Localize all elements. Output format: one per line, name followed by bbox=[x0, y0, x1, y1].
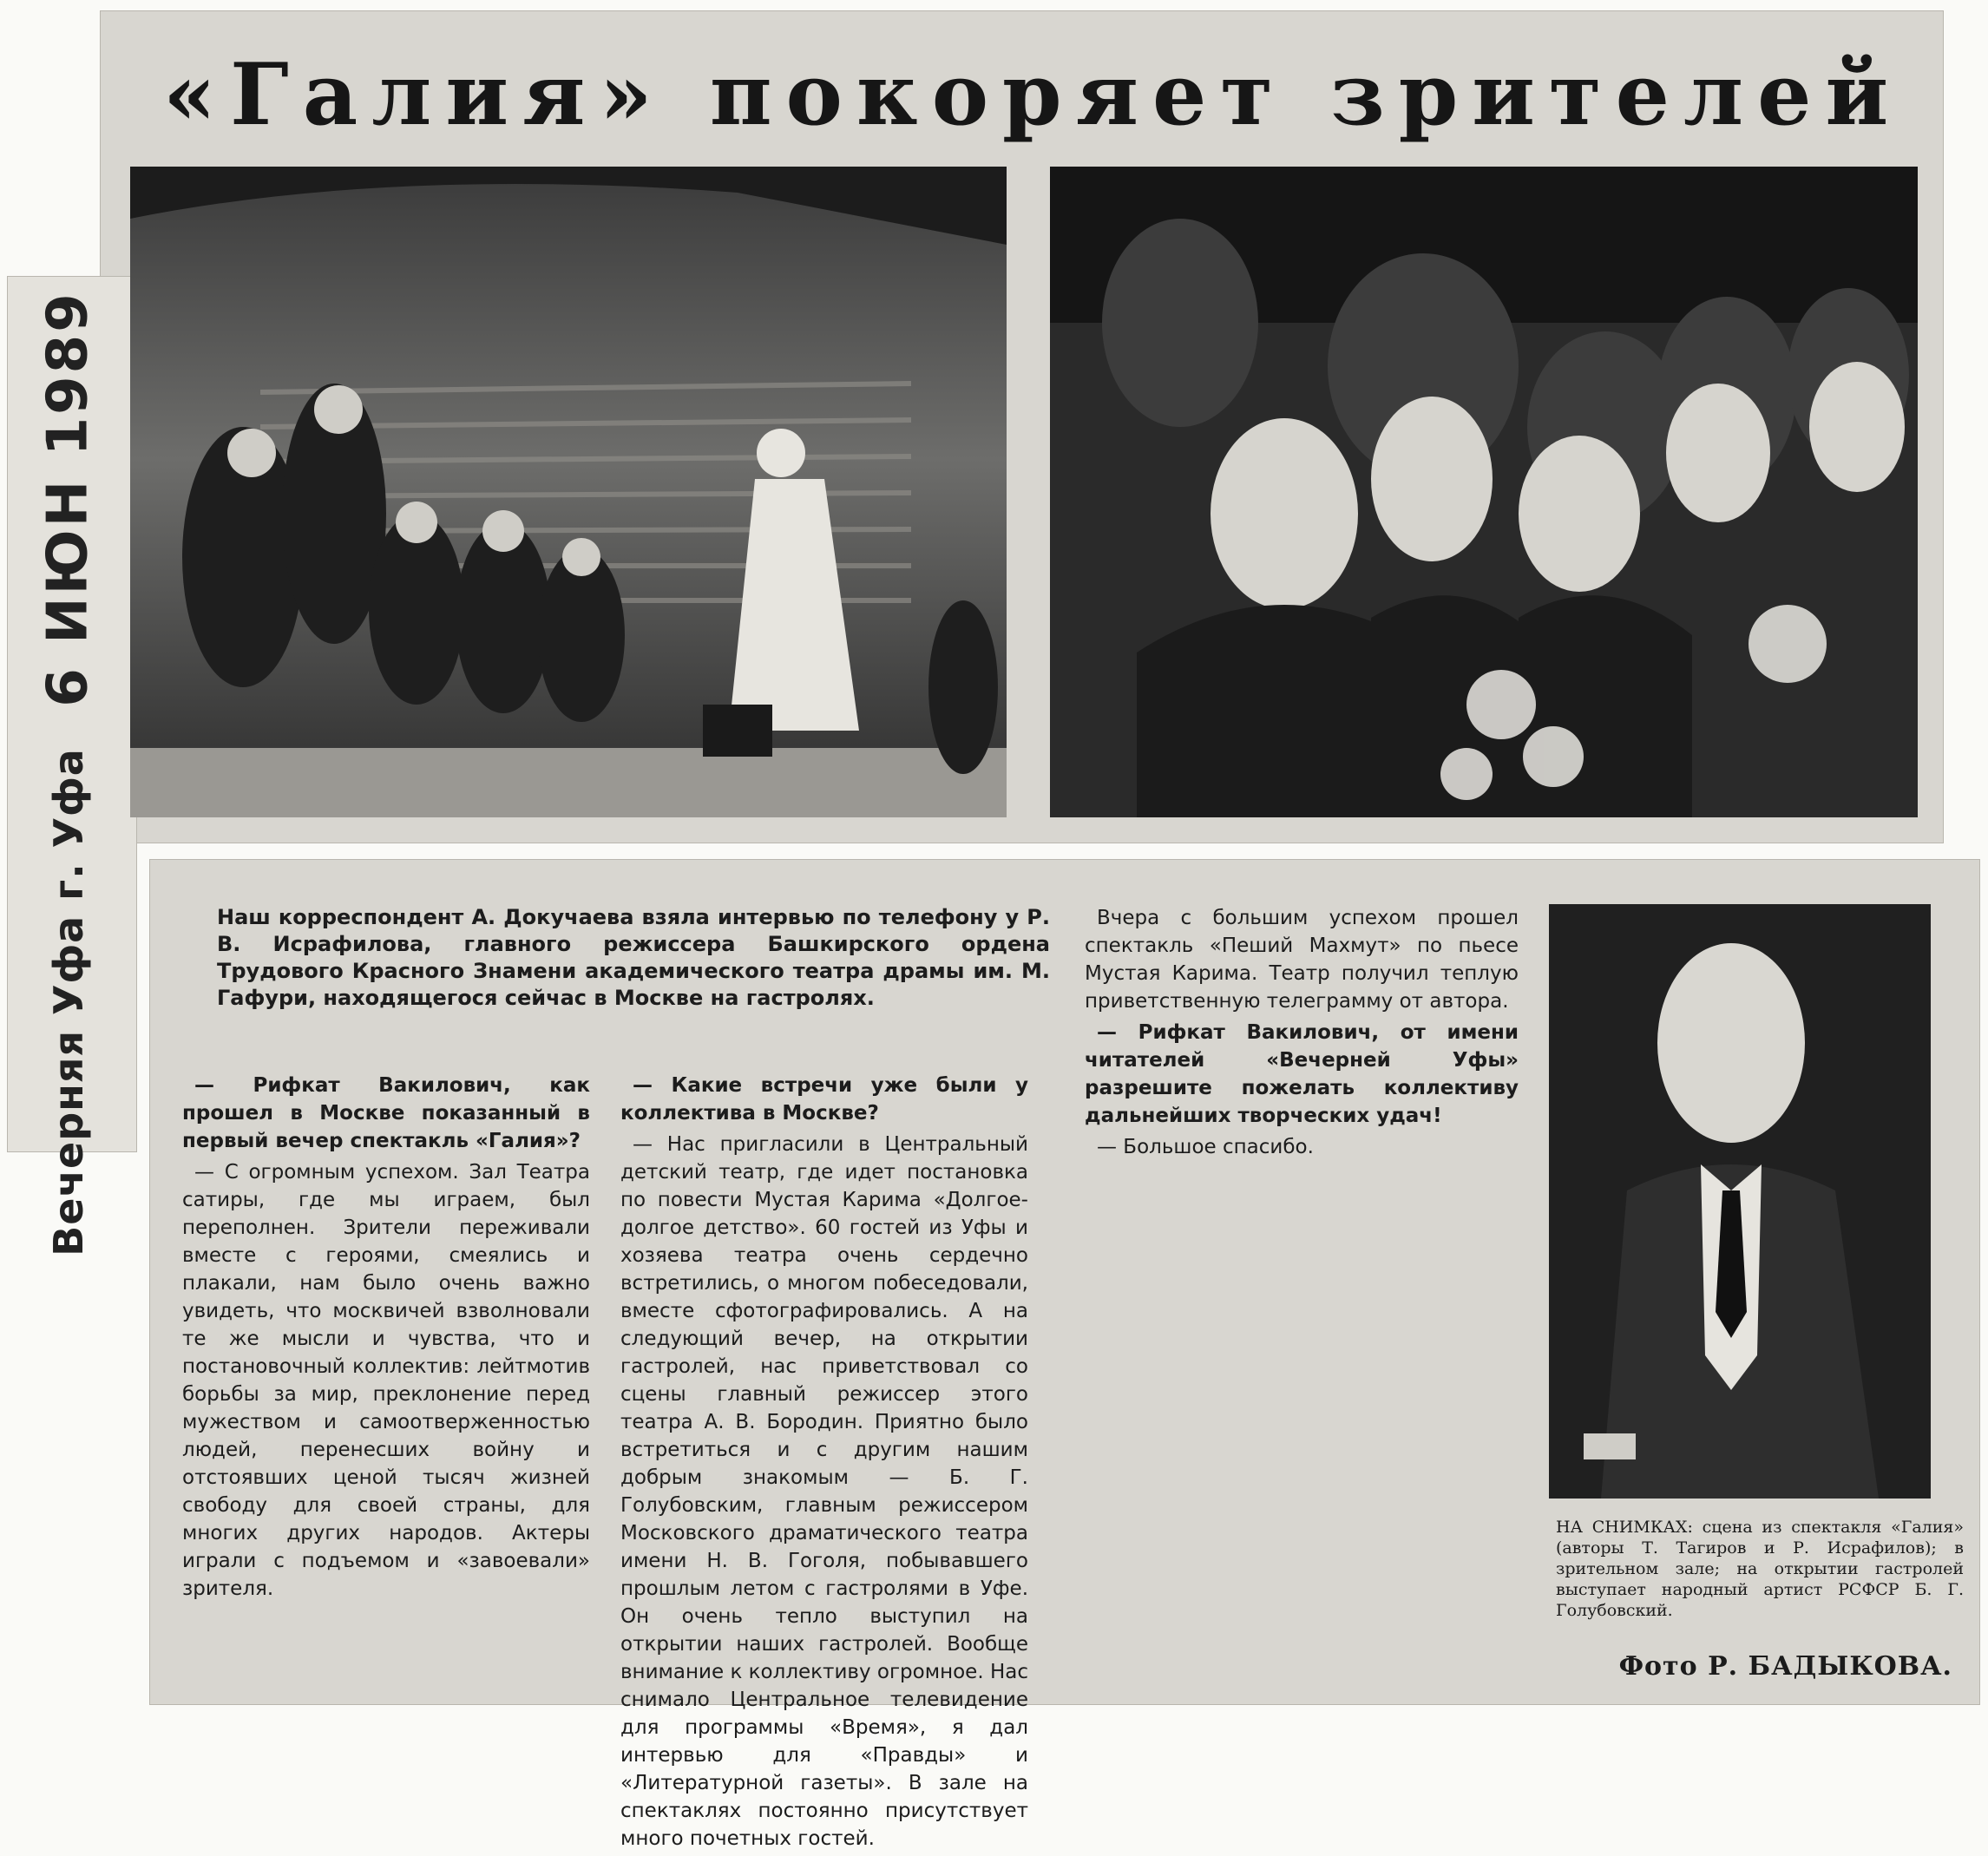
interview-question-3: — Рифкат Вакилович, от имени читателей «Вечерней Уфы» разрешите пожелать коллективу дальнейших творческих удач! bbox=[1085, 1021, 1519, 1127]
interview-answer-3: Вчера с большим успехом прошел спектакль «Пеший Махмут» по пьесе Мустая Карима. Театр получил теплую приветственную телеграмму от автора. bbox=[1085, 907, 1519, 1013]
photo-credit: Фото Р. БАДЫКОВА. bbox=[1618, 1651, 1952, 1682]
newspaper-stamp bbox=[21, 748, 116, 1256]
photo-caption: НА СНИМКАХ: сцена из спектакля «Галия» (авторы Т. Тагиров и Р. Исрафилов); в зрительном зале; на открытии гастролей выступает народный артист РСФСР Б. Г. Голубовский. bbox=[1556, 1518, 1964, 1620]
stage-scene-photo bbox=[130, 167, 1007, 817]
portrait-image bbox=[1549, 904, 1931, 1499]
article-lead: Наш корреспондент А. Докучаева взяла интервью по телефону у Р. В. Исрафилова, главного режиссера Башкирского ордена Трудового Красного Знамени академического театра драмы им. М. Гафури, находящегося сейчас в Москве на гастролях. bbox=[217, 905, 1050, 1010]
newspaper-stamp-text: Вечерняя Уфа г. Уфа bbox=[45, 748, 93, 1256]
date-stamp bbox=[21, 291, 116, 707]
interview-answer-1: — С огромным успехом. Зал Театра сатиры, где мы играем, был переполнен. Зрители переживали вместе с героями, смеялись и плакали, нам было очень важно увидеть, что москвичей взволновали те же мысли и чувства, что и постановочный коллектив: лейтмотив борьбы за мир, преклонение перед мужеством и самоотверженностью людей, перенесших войну и отстоявших ценой тысяч жизней свободу для своей страны, для многих других народов. Актеры играли с подъемом и «завоевали» зрителя. bbox=[182, 1161, 590, 1600]
interview-answer-2: — Нас пригласили в Центральный детский театр, где идет постановка по повести Мустая Карима «Долгое-долгое детство». 60 гостей из Уфы и хозяева театра очень сердечно встретились, о многом побеседовали, вместе сфотографировались. А на следующий вечер, на открытии гастролей, нас приветствовал со сцены главный режиссер этого театра А. В. Бородин. Приятно было встретиться и с другим нашим добрым знакомым — Б. Г. Голубовским, главным режиссером Московского драматического театра имени Н. В. Гоголя, побывавшего прошлым летом с гастролями в Уфе. Он очень тепло выступил на открытии наших гастролей. Вообще внимание к коллективу огромное. Нас снимало Центральное телевидение для программы «Время», я дал интервью для «Правды» и «Литературной газеты». В зале на спектаклях постоянно присутствует много почетных гостей. bbox=[620, 1133, 1028, 1850]
audience-photo bbox=[1050, 167, 1918, 817]
interview-question-2: — Какие встречи уже были у коллектива в Москве? bbox=[620, 1074, 1028, 1125]
portrait-photo bbox=[1549, 904, 1931, 1499]
article-column-2 bbox=[620, 1072, 1028, 1856]
headline: «Галия» покоряет зрителей bbox=[162, 45, 1903, 145]
article-column-1 bbox=[182, 1072, 590, 1606]
article-column-3 bbox=[1085, 904, 1519, 1164]
audience-image bbox=[1050, 167, 1918, 817]
interview-closing: — Большое спасибо. bbox=[1097, 1136, 1314, 1158]
interview-question-1: — Рифкат Вакилович, как прошел в Москве показанный в первый вечер спектакль «Галия»? bbox=[182, 1074, 590, 1152]
date-stamp-text: 6 ИЮН 1989 bbox=[36, 291, 101, 707]
stage-scene-image bbox=[130, 167, 1007, 817]
